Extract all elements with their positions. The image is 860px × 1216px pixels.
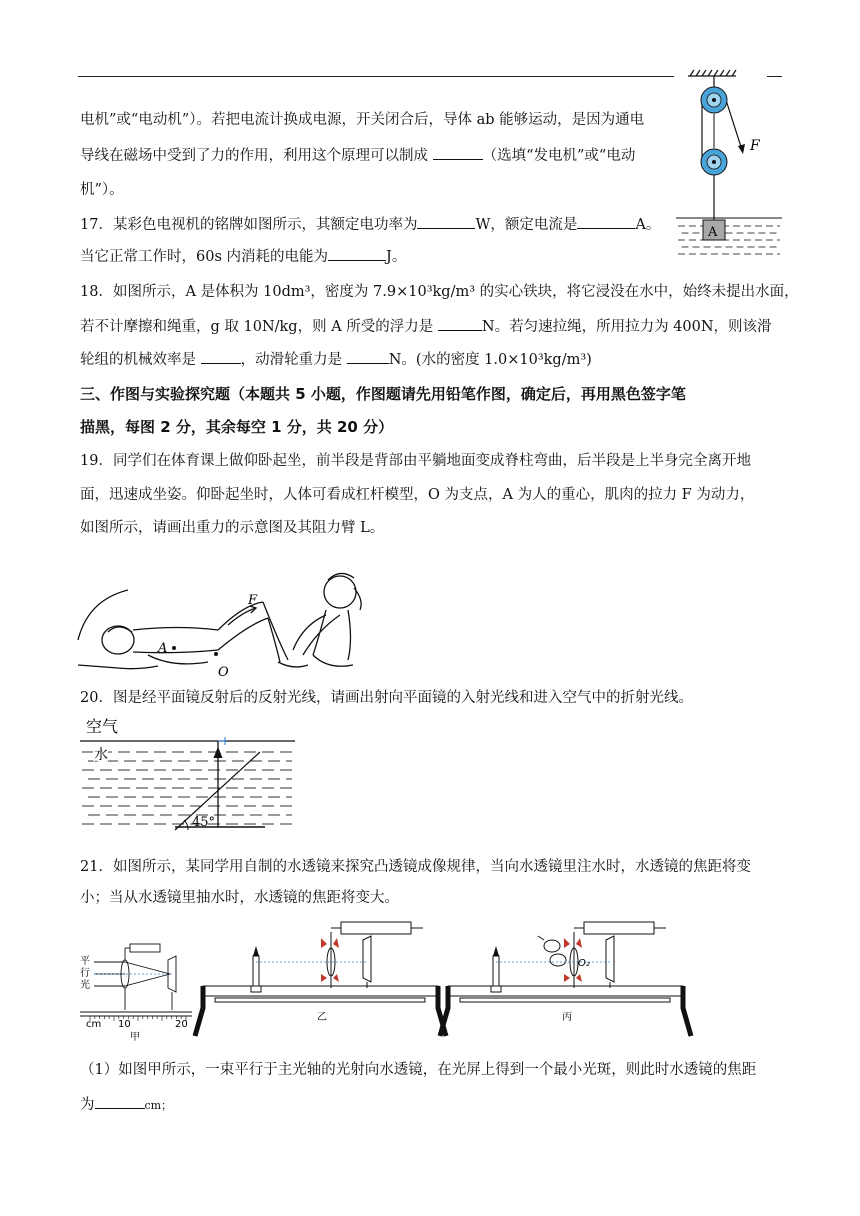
answer-blank[interactable] — [433, 145, 483, 160]
caption-yi: 乙 — [317, 1012, 327, 1023]
answer-blank[interactable] — [577, 214, 635, 229]
q21-sub1-line1: （1）如图甲所示，一束平行于主光轴的光射向水透镜，在光屏上得到一个最小光斑，则此时水透镜的焦距 — [80, 1062, 757, 1078]
header-rule — [78, 76, 674, 77]
situp-figure — [78, 570, 358, 680]
q18-line1: 18．如图所示，A 是体积为 10dm³，密度为 7.9×10³kg/m³ 的实心铁块，将它浸没在水中，始终未提出水面， — [80, 284, 799, 300]
q21-sub1-line2: 为 cm； — [80, 1094, 172, 1116]
caption-jia: 甲 — [130, 1032, 140, 1043]
label-F: F — [248, 593, 258, 608]
svg-text:行: 行 — [80, 968, 90, 979]
svg-text:平: 平 — [80, 956, 90, 967]
lens-figure-jia — [80, 940, 195, 1043]
answer-blank[interactable] — [438, 316, 482, 331]
answer-blank[interactable] — [347, 349, 389, 364]
q19-line2: 面，迅速成坐姿。仰卧起坐时，人体可看成杠杆模型，O 为支点，A 为人的重心，肌肉的拉力 F 为动力， — [80, 487, 755, 503]
q19-line1: 19．同学们在体育课上做仰卧起坐，前半段是背部由平躺地面变成脊柱弯曲，后半段是上半身完全离开地 — [80, 453, 751, 469]
section-heading-line2: 描黑，每图 2 分，其余每空 1 分，共 20 分） — [80, 418, 394, 436]
q16-line3: 机”）。 — [80, 182, 124, 198]
answer-blank[interactable] — [95, 1094, 145, 1109]
lens-figure-yi — [203, 918, 443, 1028]
label-air: 空气 — [86, 717, 119, 736]
svg-text:10: 10 — [118, 1019, 131, 1030]
svg-text:O₂: O₂ — [578, 958, 590, 969]
q16-line1: 电机”或“电动机”）。若把电流计换成电源，开关闭合后，导体 ab 能够运动，是因为通电 — [80, 112, 645, 128]
q21-line2: 小；当从水透镜里抽水时，水透镜的焦距将变大。 — [80, 890, 399, 906]
pulley-figure — [674, 70, 784, 260]
q16-line2: 导线在磁场中受到了力的作用，利用这个原理可以制成 （选填“发电机”或“电动 — [80, 145, 635, 166]
answer-blank[interactable] — [328, 246, 386, 261]
q21-line1: 21．如图所示，某同学用自制的水透镜来探究凸透镜成像规律，当向水透镜里注水时，水透镜的焦距将变 — [80, 859, 751, 875]
svg-text:cm: cm — [86, 1019, 102, 1030]
q17-line2: 当它正常工作时，60s 内消耗的电能为 J。 — [80, 246, 406, 267]
label-F-pulley: F — [750, 138, 760, 154]
answer-blank[interactable] — [201, 349, 241, 364]
label-45: 45° — [192, 815, 216, 830]
label-A-block: A — [708, 225, 718, 240]
label-A: A — [158, 641, 168, 656]
answer-blank[interactable] — [417, 214, 475, 229]
reflection-figure — [80, 712, 300, 837]
label-water: 水 — [94, 747, 108, 763]
label-O: O — [218, 665, 229, 680]
caption-bing: 丙 — [562, 1012, 572, 1023]
lens-figure-bing — [448, 918, 688, 1028]
q18-line3: 轮组的机械效率是 ，动滑轮重力是 N。(水的密度 1.0×10³kg/m³) — [80, 349, 592, 370]
section-heading-line1: 三、作图与实验探究题（本题共 5 小题，作图题请先用铅笔作图，确定后，再用黑色签字笔 — [80, 385, 686, 403]
q19-line3: 如图所示，请画出重力的示意图及其阻力臂 L。 — [80, 520, 385, 536]
q20-line1: 20．图是经平面镜反射后的反射光线，请画出射向平面镜的入射光线和进入空气中的折射光线。 — [80, 690, 693, 706]
q17-line1: 17．某彩色电视机的铭牌如图所示，其额定电功率为 W，额定电流是 A。 — [80, 214, 660, 235]
svg-text:20: 20 — [175, 1019, 188, 1030]
q18-line2: 若不计摩擦和绳重，g 取 10N/kg，则 A 所受的浮力是 N。若匀速拉绳，所用拉力为 400N，则该滑 — [80, 316, 772, 337]
svg-text:光: 光 — [80, 980, 90, 991]
